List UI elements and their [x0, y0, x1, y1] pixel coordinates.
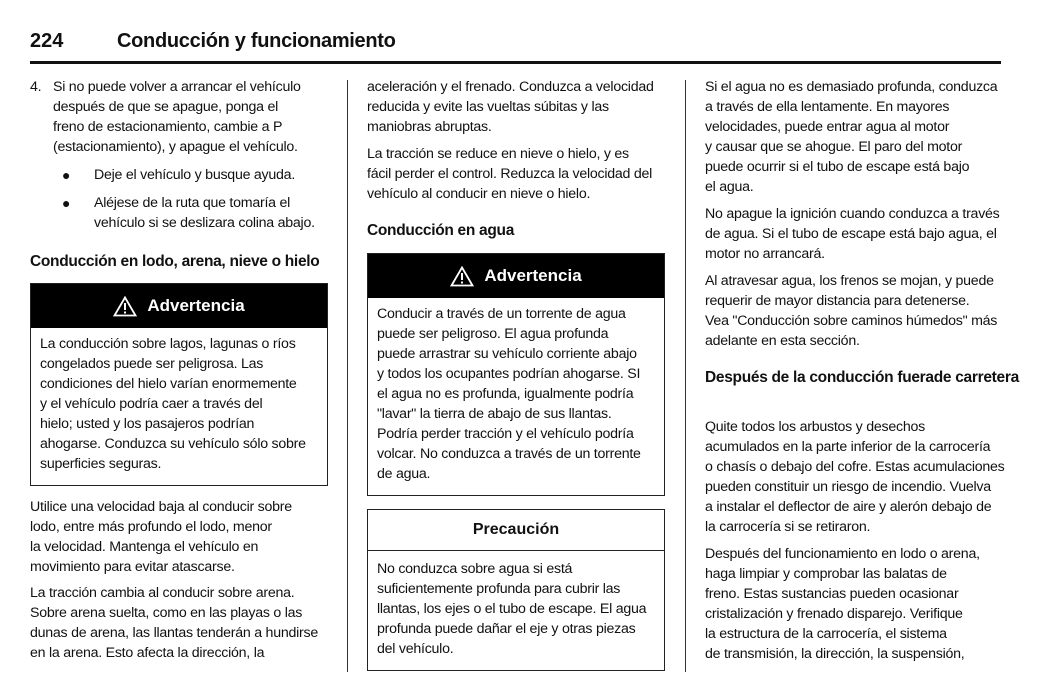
text-line: freno. Estas sustancias pueden ocasionar: [705, 586, 959, 602]
text-line: Si no puede volver a arrancar el vehículo: [53, 79, 301, 95]
caution-body: [368, 551, 664, 659]
paragraph: [367, 144, 652, 204]
text-line: fácil perder el control. Reduzca la velocidad del: [367, 166, 653, 182]
text-line: superficies seguras.: [40, 456, 162, 472]
text-line: a instalar el deflector de aire y alerón debajo de: [705, 499, 992, 515]
text-line: de agua.: [377, 466, 431, 482]
text-line: profunda puede dañar el eje y otras piezas: [377, 621, 636, 637]
text-line: el agua.: [705, 179, 754, 195]
text-line: La tracción cambia al conducir sobre arena.: [30, 585, 295, 601]
paragraph: [705, 271, 997, 351]
text-line: Podría perder tracción y el vehículo podría: [377, 426, 634, 442]
column-divider: [685, 80, 686, 672]
text-line: la estructura de la carrocería, el sistema: [705, 626, 947, 642]
text-line: Deje el vehículo y busque ayuda.: [94, 167, 296, 183]
text-line: Después de la conducción fuera: [705, 369, 934, 386]
text-line: haga limpiar y comprobar las balatas de: [705, 566, 947, 582]
paragraph: [30, 497, 292, 577]
text-line: en la arena. Esto afecta la dirección, la: [30, 645, 265, 661]
text-line: Si el agua no es demasiado profunda, conduzca: [705, 79, 998, 95]
text-line: aceleración y el frenado. Conduzca a velocidad: [367, 79, 654, 95]
numbered-item: [53, 77, 301, 157]
text-line: llantas, los ejes o el tubo de escape. El agua: [377, 601, 647, 617]
text-line: el agua no es profunda, igualmente podría: [377, 386, 634, 402]
warning-triangle-icon: [113, 296, 137, 317]
caution-box: [367, 509, 665, 671]
text-line: de carretera: [933, 369, 1019, 386]
text-line: vehículo si se deslizara colina abajo.: [94, 215, 315, 231]
warning-body: [368, 298, 664, 484]
bullet-icon: ●: [62, 195, 71, 211]
text-line: o chasís o debajo del cofre. Estas acumulaciones: [705, 459, 1005, 475]
text-line: "lavar" la tierra de abajo de sus llantas.: [377, 406, 612, 422]
column-divider: [347, 80, 348, 672]
section-heading: [705, 367, 1019, 389]
text-line: puede ocurrir si el tubo de escape está bajo: [705, 159, 970, 175]
text-line: hielo; usted y los pasajeros podrían: [40, 416, 255, 432]
text-line: y todos los ocupantes podrían ahogarse. SI: [377, 366, 641, 382]
paragraph: [367, 77, 654, 137]
text-line: movimiento para evitar atascarse.: [30, 559, 235, 575]
paragraph: [705, 417, 1005, 537]
warning-title: Advertencia: [484, 266, 582, 285]
section-title: Conducción y funcionamiento: [117, 30, 396, 52]
paragraph: [30, 583, 318, 663]
caution-title: Precaución: [368, 510, 664, 551]
header-rule: [30, 61, 1001, 64]
text-line: adelante en esta sección.: [705, 333, 860, 349]
text-line: Quite todos los arbustos y desechos: [705, 419, 925, 435]
text-line: la carrocería si se retiraron.: [705, 519, 871, 535]
text-line: (estacionamiento), y apague el vehículo.: [53, 139, 298, 155]
text-line: volcar. No conduzca a través de un torrente: [377, 446, 641, 462]
text-line: de agua. Si el tubo de escape está bajo agua, el: [705, 226, 997, 242]
text-line: a través de ella lentamente. En mayores: [705, 99, 950, 115]
text-line: suficientemente profunda para cubrir las: [377, 581, 621, 597]
text-line: y causar que se ahogue. El paro del motor: [705, 139, 963, 155]
paragraph: [705, 544, 980, 664]
warning-body: [31, 328, 327, 474]
text-line: Después del funcionamiento en lodo o arena,: [705, 546, 980, 562]
text-line: del vehículo.: [377, 641, 454, 657]
text-line: y el vehículo podría caer a través del: [40, 396, 263, 412]
text-line: Vea "Conducción sobre caminos húmedos" más: [705, 313, 998, 329]
text-line: lodo, entre más profundo el lodo, menor: [30, 519, 272, 535]
text-line: motor no arrancará.: [705, 246, 825, 262]
section-heading: Conducción en agua: [367, 222, 515, 239]
warning-triangle-icon: [450, 266, 474, 287]
text-line: cristalización y frenado disparejo. Verifique: [705, 606, 963, 622]
text-line: reducida y evite las vueltas súbitas y las: [367, 99, 609, 115]
text-line: maniobras abruptas.: [367, 119, 492, 135]
text-line: No apague la ignición cuando conduzca a través: [705, 206, 1000, 222]
text-line: de transmisión, la dirección, la suspensión,: [705, 646, 965, 662]
text-line: ahogarse. Conduzca su vehículo sólo sobre: [40, 436, 306, 452]
text-line: congelados puede ser peligrosa. Las: [40, 356, 264, 372]
bullet-icon: ●: [62, 167, 71, 183]
bullet-item: [94, 193, 315, 233]
section-heading: Conducción en lodo, arena, nieve o hielo: [30, 253, 320, 270]
warning-header: [368, 254, 664, 298]
text-line: puede arrastrar su vehículo corriente abajo: [377, 346, 637, 362]
text-line: velocidades, puede entrar agua al motor: [705, 119, 950, 135]
text-line: acumulados en la parte inferior de la carrocería: [705, 439, 991, 455]
paragraph: [705, 204, 1000, 264]
warning-header: [31, 284, 327, 328]
text-line: No conduzca sobre agua si está: [377, 561, 573, 577]
text-line: Conducir a través de un torrente de agua: [377, 306, 626, 322]
text-line: después de que se apague, ponga el: [53, 99, 279, 115]
text-line: dunas de arena, las llantas tenderán a hundirse: [30, 625, 318, 641]
text-line: la velocidad. Mantenga el vehículo en: [30, 539, 259, 555]
text-line: requerir de mayor distancia para detenerse.: [705, 293, 970, 309]
warning-box: [30, 283, 328, 486]
text-line: La tracción se reduce en nieve o hielo, y es: [367, 146, 629, 162]
paragraph: [705, 77, 997, 197]
warning-box: [367, 253, 665, 496]
page-number: 224: [30, 30, 64, 52]
text-line: condiciones del hielo varían enormemente: [40, 376, 297, 392]
text-line: Sobre arena suelta, como en las playas o las: [30, 605, 303, 621]
text-line: vehículo al conducir en nieve o hielo.: [367, 186, 591, 202]
text-line: pueden constituir un riesgo de incendio. Vuelva: [705, 479, 991, 495]
text-line: Utilice una velocidad baja al conducir sobre: [30, 499, 292, 515]
text-line: Aléjese de la ruta que tomaría el: [94, 195, 291, 211]
text-line: puede ser peligroso. El agua profunda: [377, 326, 609, 342]
bullet-item: [94, 165, 295, 185]
list-number: 4.: [30, 79, 42, 95]
warning-title: Advertencia: [147, 296, 245, 315]
text-line: La conducción sobre lagos, lagunas o ríos: [40, 336, 296, 352]
text-line: freno de estacionamiento, cambie a P: [53, 119, 283, 135]
text-line: Al atravesar agua, los frenos se mojan, y puede: [705, 273, 994, 289]
